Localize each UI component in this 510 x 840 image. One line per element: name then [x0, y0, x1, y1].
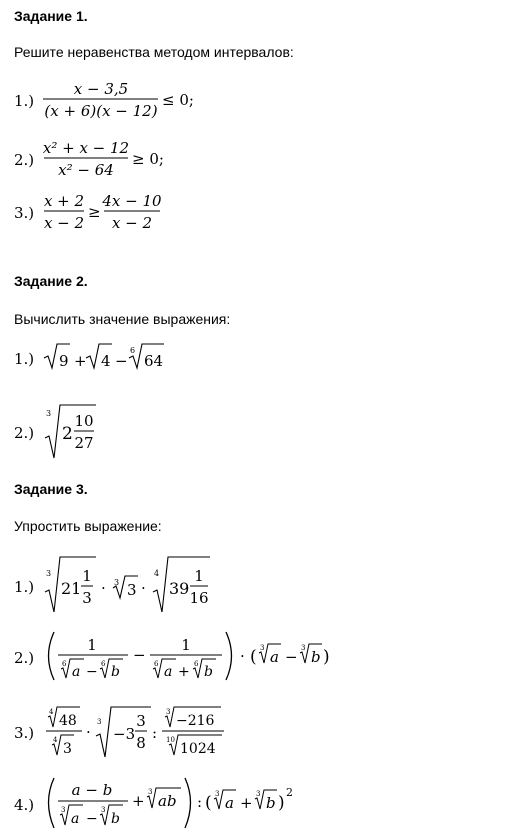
svg-text:ab: ab	[158, 792, 177, 810]
svg-text:1: 1	[194, 567, 204, 585]
svg-text:·: ·	[141, 579, 146, 597]
svg-text:16: 16	[189, 589, 209, 607]
svg-text:b: b	[311, 648, 321, 666]
svg-text:+: +	[178, 664, 190, 680]
svg-text:3: 3	[97, 718, 102, 726]
svg-text:3: 3	[260, 644, 265, 652]
task1-item1-numerator: x − 3,5	[73, 80, 129, 98]
svg-text:b: b	[111, 811, 120, 827]
svg-text:3: 3	[256, 790, 261, 798]
task1-item1-tail: ≤ 0;	[162, 91, 194, 109]
task2-item1-label: 1.)	[14, 350, 35, 368]
svg-text:3: 3	[61, 806, 66, 814]
svg-text:27: 27	[74, 434, 94, 452]
svg-text:9: 9	[59, 352, 69, 370]
task1-item1-formula	[40, 78, 210, 122]
task2-item2-label: 2.)	[14, 424, 35, 442]
svg-text:a: a	[225, 794, 234, 812]
svg-text::: :	[152, 724, 158, 742]
svg-text:4: 4	[49, 708, 54, 716]
svg-text:·: ·	[101, 579, 106, 597]
svg-text::: :	[197, 793, 203, 811]
svg-text:b: b	[111, 664, 120, 680]
svg-text:64: 64	[144, 352, 164, 370]
svg-text:3: 3	[46, 569, 52, 578]
svg-text:6: 6	[101, 660, 106, 668]
task2-item1-formula	[40, 340, 170, 374]
svg-text:+: +	[74, 352, 87, 370]
svg-text:a: a	[72, 664, 81, 680]
task3-item2-formula	[40, 628, 340, 684]
task2-item2-formula	[40, 402, 110, 462]
svg-text:3: 3	[148, 788, 153, 796]
svg-text:a: a	[71, 811, 80, 827]
svg-text:6: 6	[130, 346, 136, 355]
task1-item3-left-numerator: x + 2	[43, 192, 85, 210]
svg-text:3: 3	[63, 741, 72, 757]
task3-item3-label: 3.)	[14, 724, 35, 742]
svg-text:−: −	[86, 664, 98, 680]
left-paren	[49, 778, 55, 828]
task1-title: Задание 1.	[14, 8, 88, 24]
svg-text:b: b	[266, 794, 276, 812]
svg-text:−3: −3	[113, 725, 136, 743]
task1-item3-formula	[40, 190, 180, 234]
task1-item3-right-denominator: x − 2	[111, 214, 153, 232]
svg-text:(: (	[205, 793, 212, 813]
svg-text:a − b: a − b	[71, 781, 113, 799]
task3-instruction: Упростить выражение:	[14, 518, 162, 534]
left-paren	[49, 632, 55, 680]
task1-item3-right-numerator: 4x − 10	[102, 192, 162, 210]
svg-text:3: 3	[166, 708, 171, 716]
task1-item3-label: 3.)	[14, 204, 35, 222]
svg-text:): )	[323, 647, 330, 667]
svg-text:4: 4	[53, 736, 58, 744]
svg-text:): )	[278, 793, 285, 813]
task3-item1-formula	[40, 554, 220, 614]
task3-item1-label: 1.)	[14, 578, 35, 596]
task1-item2-label: 2.)	[14, 151, 35, 169]
svg-text:−216: −216	[176, 713, 215, 729]
task3-item4-label: 4.)	[14, 796, 35, 814]
task2-title: Задание 2.	[14, 273, 88, 289]
svg-text:a: a	[270, 648, 279, 666]
task3-title: Задание 3.	[14, 481, 88, 497]
svg-text:1: 1	[87, 636, 97, 654]
svg-text:3: 3	[301, 644, 306, 652]
svg-text:1: 1	[82, 567, 92, 585]
right-paren	[226, 632, 232, 680]
svg-text:48: 48	[59, 713, 77, 729]
task1-item3-operator: ≥	[88, 203, 101, 221]
svg-text:3: 3	[114, 578, 120, 587]
svg-text:·: ·	[86, 723, 91, 741]
svg-text:+: +	[132, 792, 145, 810]
svg-text:6: 6	[194, 660, 199, 668]
svg-text:4: 4	[154, 569, 160, 578]
task1-item1-denominator: (x + 6)(x − 12)	[44, 102, 158, 120]
task1-item3-left-denominator: x − 2	[43, 214, 85, 232]
svg-text:−: −	[285, 648, 298, 666]
svg-text:4: 4	[101, 352, 111, 370]
task1-item2-denominator: x² − 64	[58, 161, 114, 179]
task3-item4-formula	[40, 772, 310, 832]
task3-item3-formula	[40, 704, 240, 760]
task3-item2-label: 2.)	[14, 649, 35, 667]
svg-text:2: 2	[286, 786, 293, 799]
svg-text:3: 3	[82, 589, 92, 607]
task1-instruction: Решите неравенства методом интервалов:	[14, 44, 294, 60]
task2-instruction: Вычислить значение выражения:	[14, 311, 231, 327]
svg-text:−: −	[133, 646, 146, 664]
svg-text:3: 3	[215, 790, 220, 798]
task1-item2-formula	[40, 137, 190, 181]
svg-text:39: 39	[169, 579, 190, 598]
svg-text:10: 10	[166, 736, 175, 744]
task1-item2-tail: ≥ 0;	[132, 150, 164, 168]
svg-text:1024: 1024	[180, 741, 216, 757]
right-paren	[185, 778, 191, 828]
svg-text:3: 3	[46, 409, 52, 418]
svg-text:−: −	[86, 811, 98, 827]
svg-text:a: a	[164, 664, 173, 680]
svg-text:21: 21	[61, 579, 82, 598]
svg-text:+: +	[240, 794, 253, 812]
task1-item2-numerator: x² + x − 12	[42, 139, 130, 157]
svg-text:3: 3	[127, 581, 137, 599]
task1-item1-label: 1.)	[14, 92, 35, 110]
svg-text:6: 6	[154, 660, 159, 668]
svg-text:1: 1	[181, 636, 191, 654]
svg-text:6: 6	[62, 660, 67, 668]
svg-text:·: ·	[240, 647, 245, 665]
svg-text:8: 8	[136, 734, 146, 752]
svg-text:3: 3	[136, 712, 146, 730]
svg-text:10: 10	[74, 412, 94, 430]
svg-text:(: (	[250, 647, 257, 667]
svg-text:b: b	[204, 664, 213, 680]
svg-text:2: 2	[62, 424, 73, 444]
svg-text:−: −	[115, 352, 128, 370]
svg-text:3: 3	[101, 806, 106, 814]
